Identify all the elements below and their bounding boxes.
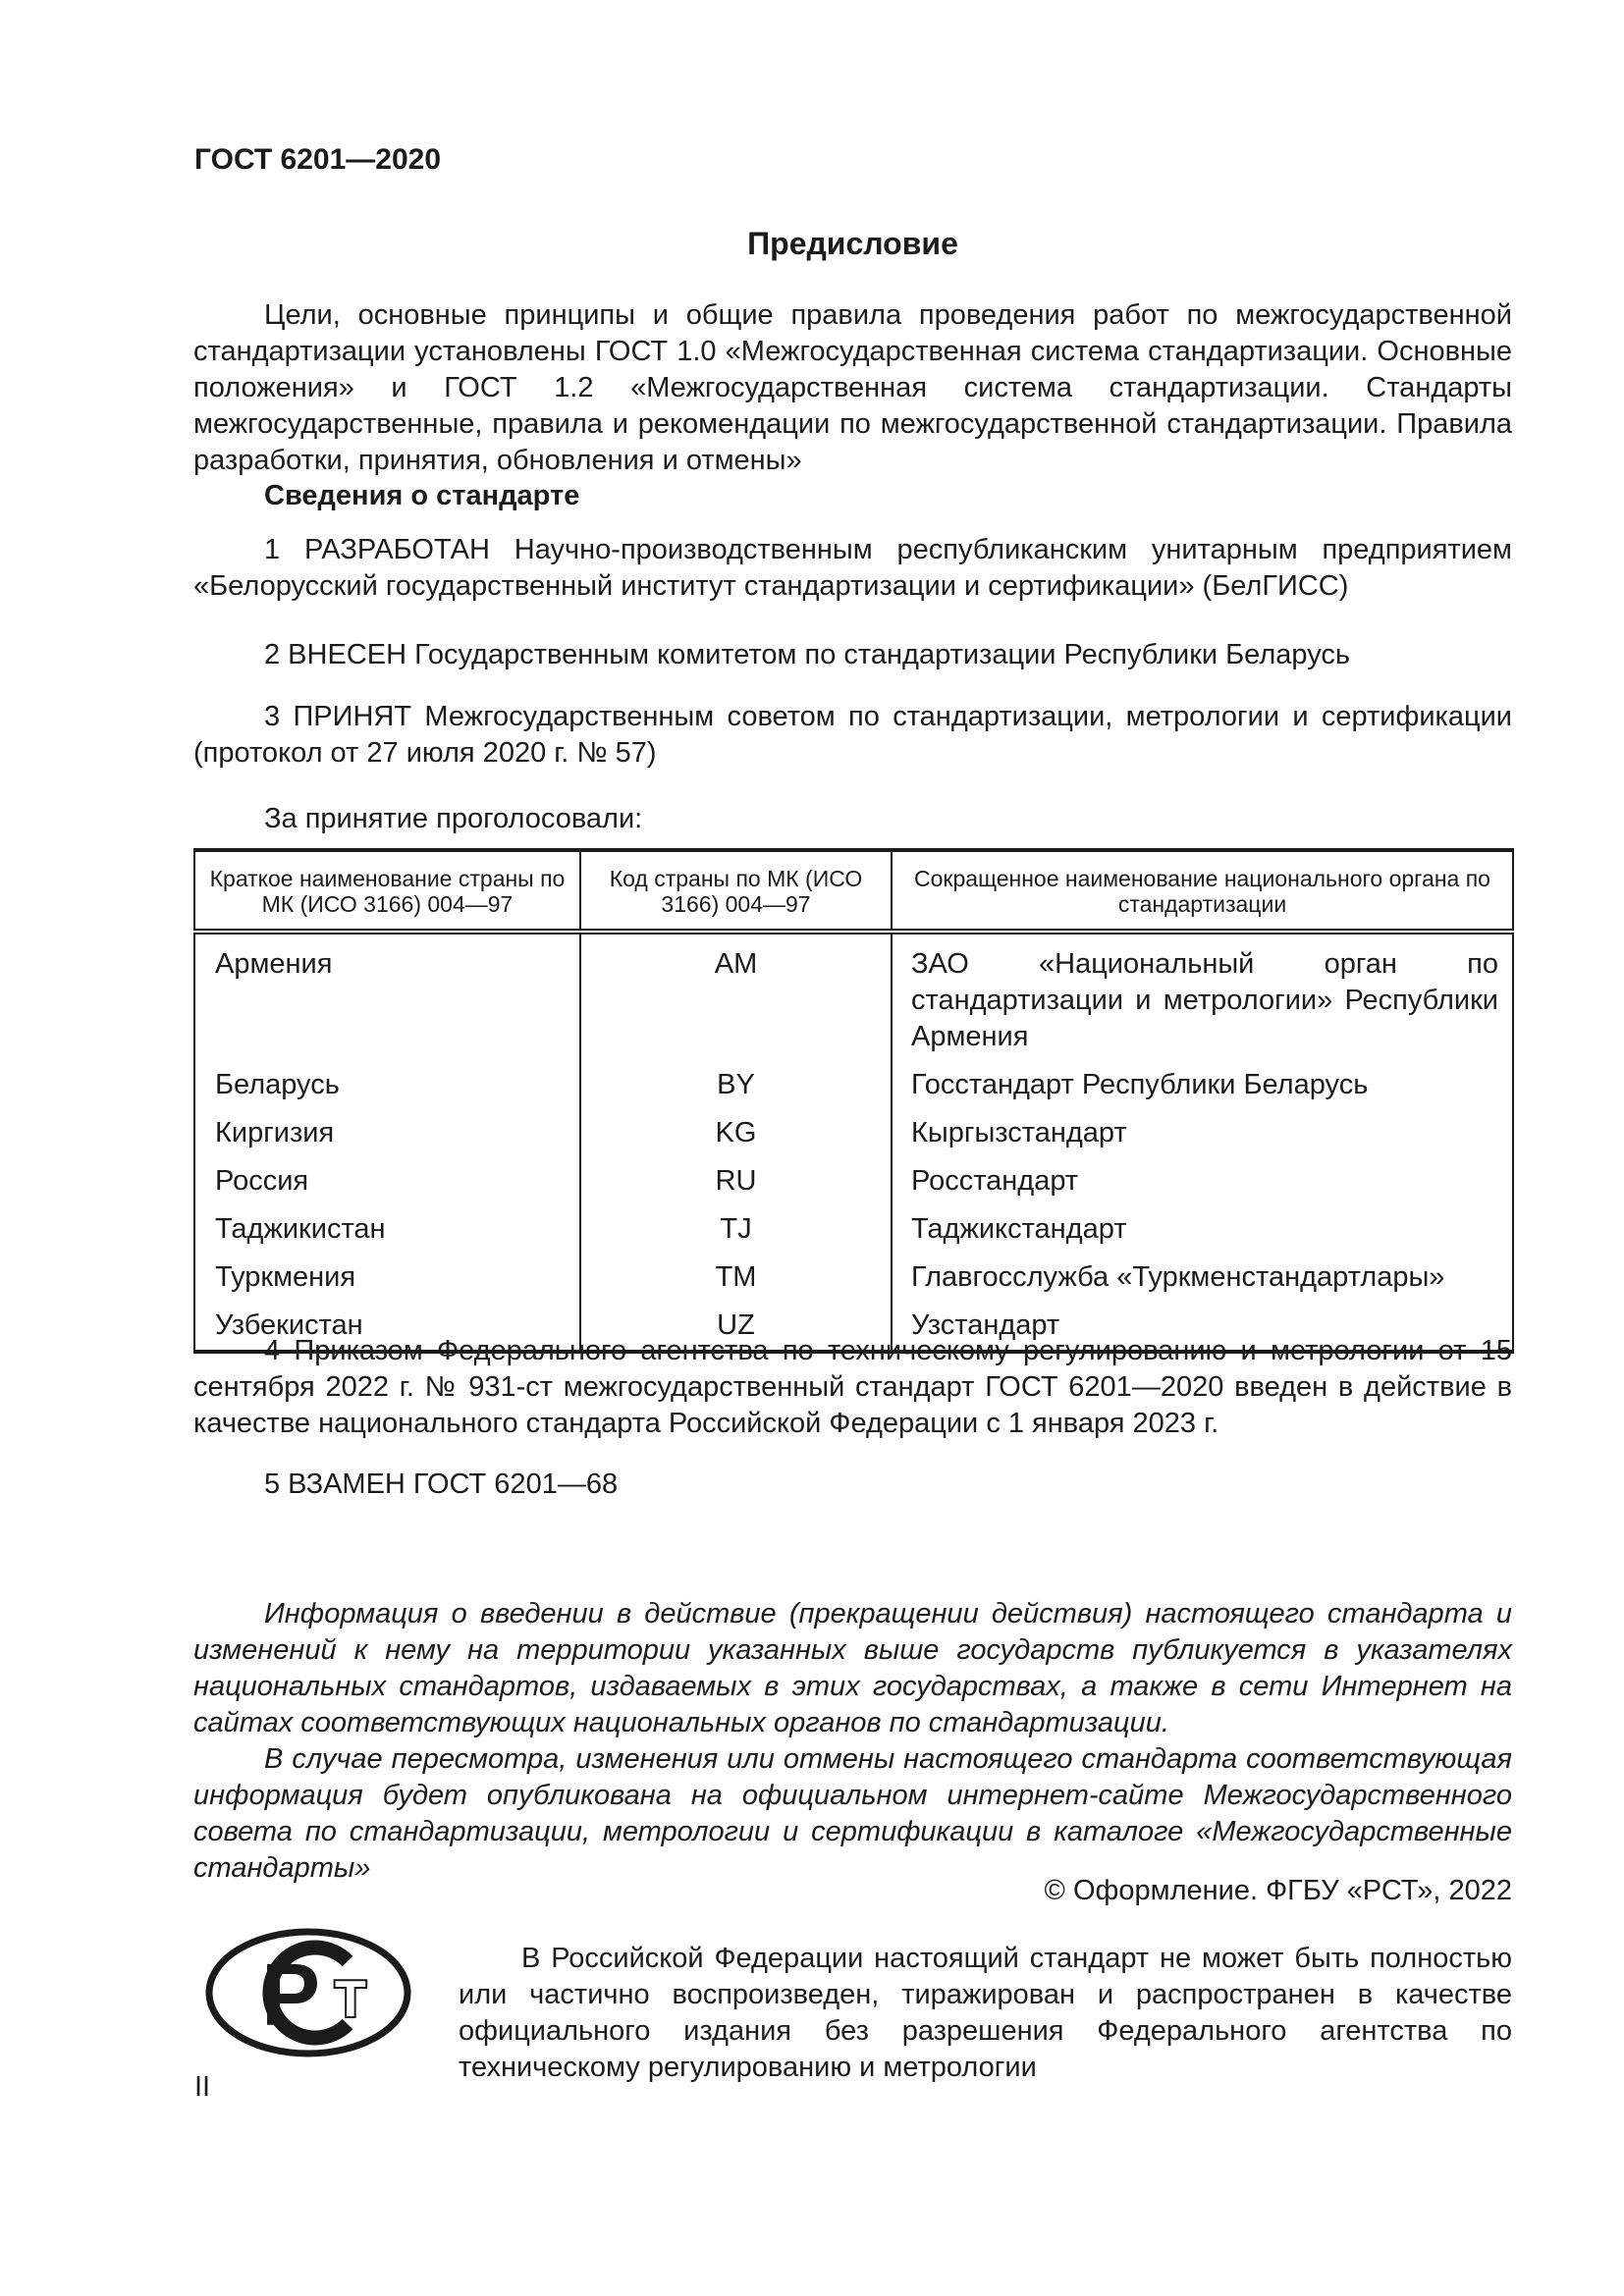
item-developed: 1 РАЗРАБОТАН Научно-производственным республиканским унитарным предприятием «Белорусский государственный институт стандартизации и сертификации» (БелГИСС) [193, 534, 1512, 602]
copyright-line: © Оформление. ФГБУ «РСТ», 2022 [1044, 1875, 1512, 1906]
rst-logo-icon [204, 1928, 412, 2057]
table-header-row [194, 850, 1513, 932]
cell-country: Киргизия [194, 1109, 580, 1157]
cell-org: ЗАО «Национальный орган по стандартизации и метрологии» Республики Армения [892, 932, 1513, 1061]
cell-country: Туркмения [194, 1254, 580, 1302]
cell-code: AM [580, 932, 892, 1061]
page-title: Предисловие [747, 226, 958, 261]
col-header-code: Код страны по МК (ИСО 3166) 004—97 [580, 850, 892, 932]
availability-notice [193, 1596, 1512, 1887]
cell-org: Кыргызстандарт [892, 1109, 1513, 1157]
page-number: II [194, 2071, 211, 2103]
cell-org: Таджикстандарт [892, 1205, 1513, 1254]
svg-text:Р: Р [261, 1947, 321, 2045]
reproduction-restriction: В Российской Федерации настоящий стандарт не может быть полностью или частично воспроизведен, тиражирован и распространен в качестве официального издания без разрешения Федерального агентства по техническому регулированию и метрологии [459, 1943, 1512, 2083]
cell-country: Россия [194, 1157, 580, 1205]
cell-country: Таджикистан [194, 1205, 580, 1254]
item-order: 4 Приказом Федерального агентства по техническому регулированию и метрологии от 15 сентября 2022 г. № 931-ст межгосударственный стандарт ГОСТ 6201—2020 введен в действие в качестве национального стандарта Российской Федерации с 1 января 2023 г. [193, 1335, 1512, 1439]
table-row [194, 1061, 1513, 1109]
cell-code: KG [580, 1109, 892, 1157]
table-row [194, 1254, 1513, 1302]
cell-code: UZ [580, 1302, 892, 1352]
doc-number: ГОСТ 6201—2020 [194, 143, 442, 176]
intro-paragraph: Цели, основные принципы и общие правила проведения работ по межгосударственной стандартизации установлены ГОСТ 1.0 «Межгосударственная система стандартизации. Основные положения» и ГОСТ 1.2 «Межгосударственная система стандартизации. Стандарты межгосударственные, правила и рекомендации по межгосударственной стандартизации. Правила разработки, принятия, обновления и отмены» [193, 299, 1512, 476]
col-header-country: Краткое наименование страны по МК (ИСО 3166) 004—97 [194, 850, 580, 932]
cell-code: RU [580, 1157, 892, 1205]
table-row [194, 1205, 1513, 1254]
table-row [194, 932, 1513, 1061]
item-submitted: 2 ВНЕСЕН Государственным комитетом по стандартизации Республики Беларусь [264, 639, 1350, 670]
vote-label: За принятие проголосовали: [264, 803, 643, 834]
cell-org: Госстандарт Республики Беларусь [892, 1061, 1513, 1109]
table-row [194, 1109, 1513, 1157]
cell-code: BY [580, 1061, 892, 1109]
notice-paragraph-1: Информация о введении в действие (прекращении действия) настоящего стандарта и изменений к нему на территории указанных выше государств публикуется в указателях национальных стандартов, издаваемых в этих государствах, а также в сети Интернет на сайтах соответствующих национальных органов по стандартизации. [193, 1598, 1512, 1738]
cell-code: TM [580, 1254, 892, 1302]
table-row [194, 1157, 1513, 1205]
cell-country: Армения [194, 932, 580, 1061]
col-header-org: Сокращенное наименование национального органа по стандартизации [892, 850, 1513, 932]
svg-text:Т: Т [335, 1971, 366, 2028]
cell-country: Беларусь [194, 1061, 580, 1109]
standard-info-heading: Сведения о стандарте [264, 480, 580, 511]
cell-code: TJ [580, 1205, 892, 1254]
cell-country: Узбекистан [194, 1302, 580, 1352]
item-replaces: 5 ВЗАМЕН ГОСТ 6201—68 [264, 1468, 619, 1500]
cell-org: Узстандарт [892, 1302, 1513, 1352]
cell-org: Главгосслужба «Туркменстандартлары» [892, 1254, 1513, 1302]
cell-org: Росстандарт [892, 1157, 1513, 1205]
notice-paragraph-2: В случае пересмотра, изменения или отмены настоящего стандарта соответствующая информация будет опубликована на официальном интернет-сайте Межгосударственного совета по стандартизации, метрологии и сертификации в каталоге «Межгосударственные стандарты» [193, 1743, 1512, 1884]
voting-countries-table [193, 848, 1514, 1354]
item-adopted: 3 ПРИНЯТ Межгосударственным советом по стандартизации, метрологии и сертификации (протокол от 27 июля 2020 г. № 57) [193, 701, 1512, 769]
